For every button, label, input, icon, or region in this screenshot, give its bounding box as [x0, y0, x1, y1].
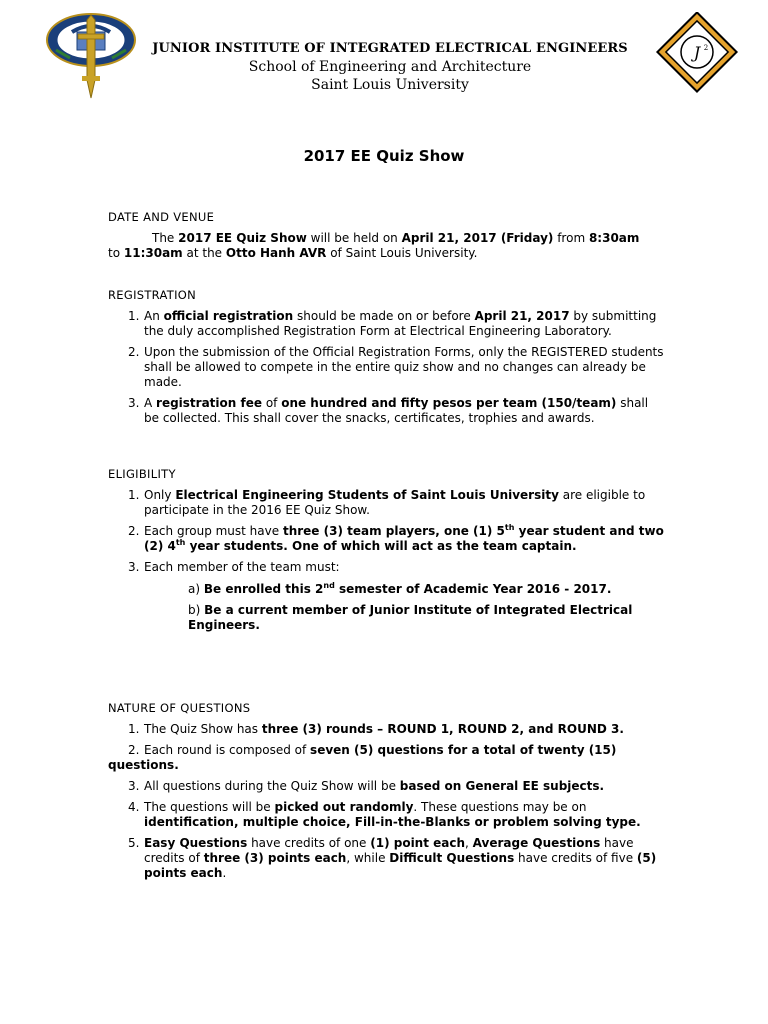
list-item: 2. Each round is composed of seven (5) questions for a total of twenty (15) questions.	[108, 743, 617, 772]
page-title: 2017 EE Quiz Show	[303, 147, 465, 165]
svg-text:2: 2	[703, 44, 709, 52]
sub-item-a: a) Be enrolled this 2nd semester of Academic Year 2016 - 2017.	[188, 581, 612, 596]
section-heading-nature-of-questions: NATURE OF QUESTIONS	[108, 701, 251, 715]
list-item: 1. Only Electrical Engineering Students of Saint Louis University are eligible to participate in the 2016 EE Quiz Show.	[128, 488, 646, 517]
date-venue-paragraph: The 2017 EE Quiz Show will be held on April 21, 2017 (Friday) from 8:30am to 11:30am at the Otto Hanh AVR of Saint Louis University.	[108, 231, 640, 260]
list-item: 3. Each member of the team must: a) Be enrolled this 2nd semester of Academic Year 2016 - 2017. b) Be a current member of Junior Institute of Integrated Electrical Engineers.	[120, 560, 665, 633]
list-item: 5. Easy Questions have credits of one (1) point each, Average Questions have credits of three (3) points each, while Difficult Questions have credits of five (5) points each.	[128, 836, 657, 880]
jiiee-logo	[650, 12, 744, 100]
list-item: 3. All questions during the Quiz Show will be based on General EE subjects.	[128, 779, 605, 793]
list-item: 2. Upon the submission of the Official Registration Forms, only the REGISTERED students shall be allowed to compete in the entire quiz show and no changes can already be made.	[128, 345, 664, 389]
org-name: JUNIOR INSTITUTE OF INTEGRATED ELECTRICAL ENGINEERS	[152, 41, 628, 56]
nature-list	[108, 722, 665, 887]
university-seal-logo	[44, 10, 138, 106]
svg-text:J: J	[693, 43, 701, 62]
list-item: 1. The Quiz Show has three (3) rounds – ROUND 1, ROUND 2, and ROUND 3.	[128, 722, 624, 736]
university-name: Saint Louis University	[311, 77, 469, 93]
section-heading-eligibility: ELIGIBILITY	[108, 467, 176, 481]
list-item: 2. Each group must have three (3) team players, one (1) 5th year student and two (2) 4th year students. One of which will act as the team captain.	[128, 523, 664, 553]
eligibility-list	[120, 488, 665, 639]
registration-list	[120, 309, 665, 432]
section-heading-date-venue: DATE AND VENUE	[108, 210, 215, 224]
list-item: 4. The questions will be picked out randomly. These questions may be on identification, multiple choice, Fill-in-the-Blanks or problem solving type.	[128, 800, 641, 829]
sub-item-b: b) Be a current member of Junior Institute of Integrated Electrical Engineers.	[188, 603, 633, 632]
school-name: School of Engineering and Architecture	[248, 59, 532, 75]
list-item: 3. A registration fee of one hundred and fifty pesos per team (150/team) shall be collected. This shall cover the snacks, certificates, trophies and awards.	[128, 396, 649, 425]
list-item: 1. An official registration should be made on or before April 21, 2017 by submitting the duly accomplished Registration Form at Electrical Engineering Laboratory.	[128, 309, 657, 338]
section-heading-registration: REGISTRATION	[108, 288, 197, 302]
